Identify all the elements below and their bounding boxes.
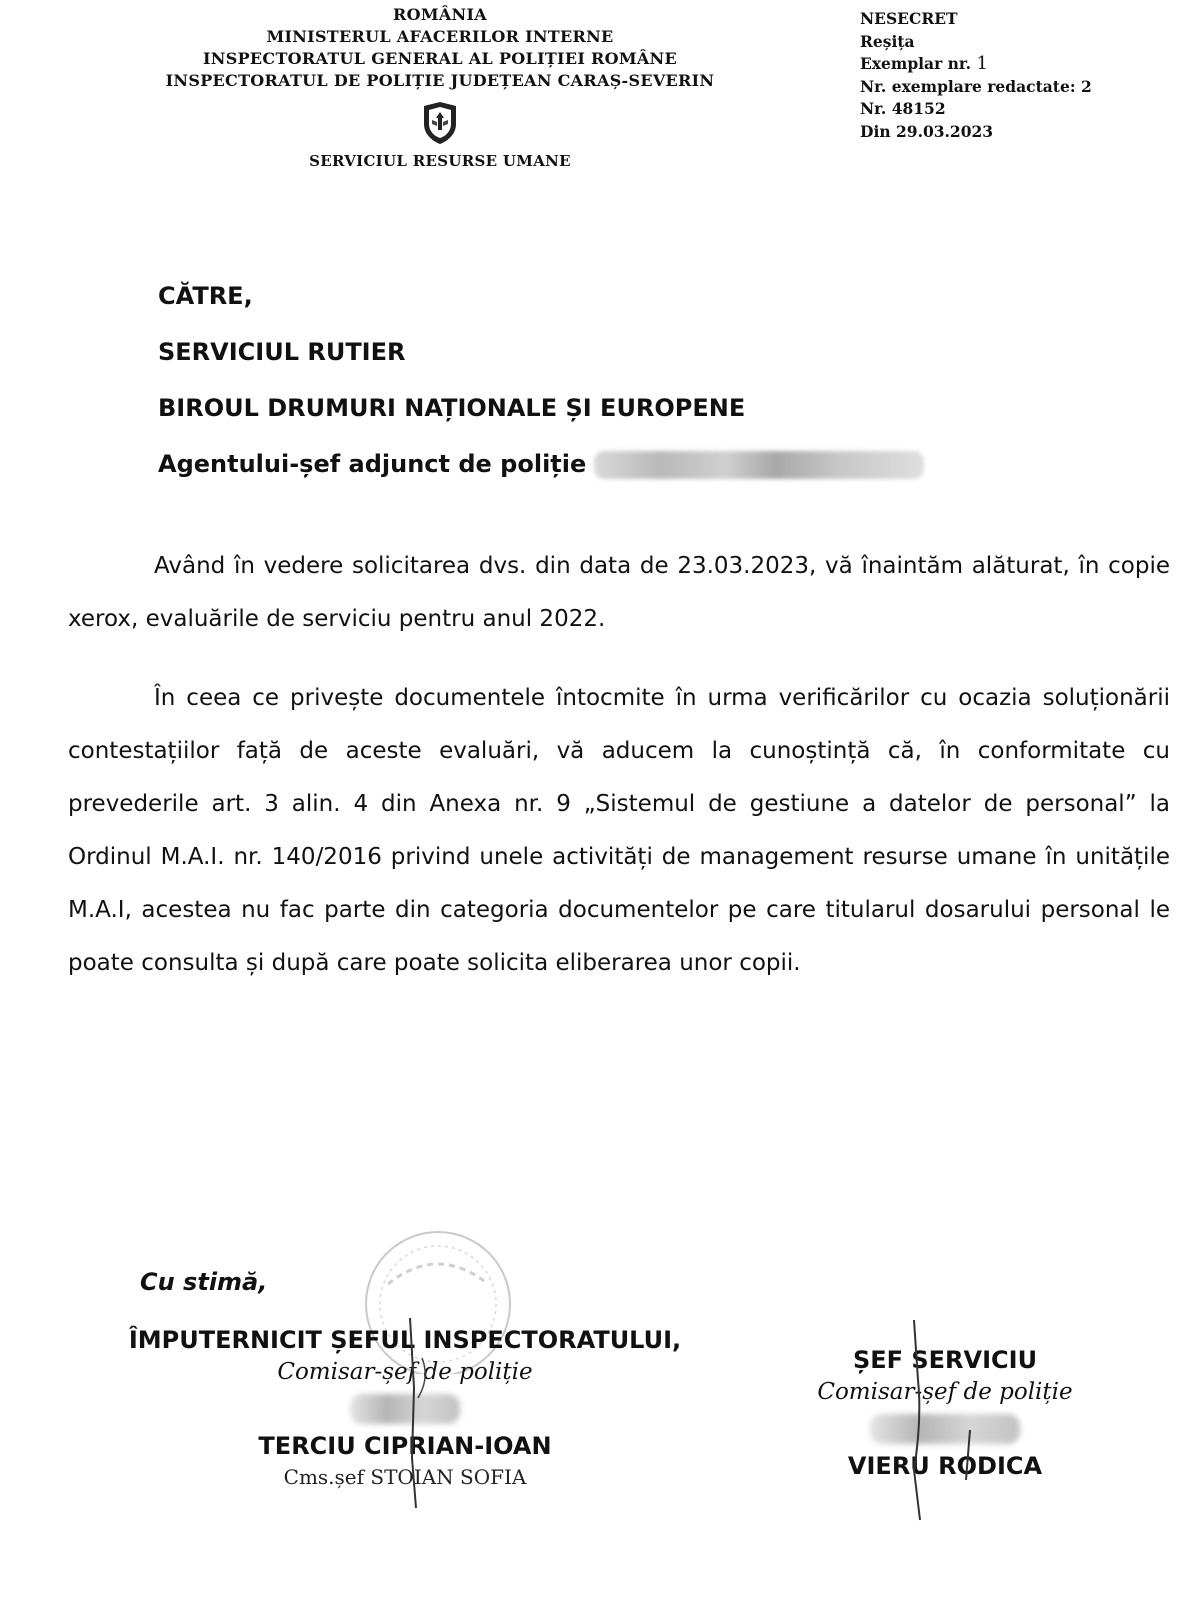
issuer-header — [140, 4, 740, 172]
handwritten-signature-left — [400, 1318, 460, 1518]
signed-for-note: Cms.șef STOIAN SOFIA — [283, 1465, 527, 1489]
recipient-person-label: Agentului-șef adjunct de poliție — [158, 450, 587, 478]
header-line-county-inspectorate: INSPECTORATUL DE POLIȚIE JUDEȚEAN CARAȘ-SEVERIN — [165, 71, 715, 90]
classification-level: NESECRET — [860, 9, 958, 28]
recipient-block — [158, 268, 1058, 492]
copies-drafted: Nr. exemplare redactate: 2 — [860, 76, 1092, 96]
registration-number: Nr. 48152 — [860, 99, 946, 118]
classification-block — [860, 8, 1190, 143]
redacted-name — [594, 451, 924, 479]
signatory-name-right: VIERU RODICA — [847, 1452, 1043, 1480]
coat-of-arms-icon — [420, 100, 460, 146]
signatory-title-right: ȘEF SERVICIU — [852, 1346, 1038, 1374]
copy-number-line — [860, 53, 1190, 76]
signatory-title-left: ÎMPUTERNICIT ȘEFUL INSPECTORATULUI, — [128, 1326, 682, 1354]
copy-number-label: Exemplar nr. — [860, 54, 972, 73]
recipient-to: CĂTRE, — [158, 282, 253, 310]
recipient-person — [158, 436, 1058, 492]
body-paragraph-1: Având în vedere solicitarea dvs. din data de 23.03.2023, vă înaintăm alăturat, în copie xerox, evaluările de serviciu pentru anul 2022. — [68, 553, 1170, 632]
signatory-rank-right: Comisar-șef de poliție — [817, 1379, 1073, 1405]
recipient-office: BIROUL DRUMURI NAȚIONALE ȘI EUROPENE — [158, 394, 746, 422]
copy-number-value: 1 — [976, 53, 988, 74]
recipient-service: SERVICIUL RUTIER — [158, 338, 406, 366]
salutation: Cu stimă, — [140, 1268, 268, 1296]
handwritten-signature-right — [900, 1320, 980, 1530]
signatory-rank-left: Comisar-șef de poliție — [277, 1359, 533, 1385]
header-line-ministry: MINISTERUL AFACERILOR INTERNE — [266, 27, 614, 46]
document-date: Din 29.03.2023 — [860, 121, 994, 141]
signatory-name-left: TERCIU CIPRIAN-IOAN — [258, 1432, 552, 1460]
body-paragraph-2: În ceea ce privește documentele întocmite în urma verificărilor cu ocazia soluționării contestațiilor față de aceste evaluări, vă aducem la cunoștință că, în conformitate cu prevederile art. 3 alin. 4 din Anexa nr. 9 „Sistemul de gestiune a datelor de personal” la Ordinul M.A.I. nr. 140/2016 privind unele activități de management resurse umane în unitățile M.A.I, acestea nu fac parte din categoria documentelor pe care titularul dosarului personal le poate consulta și după care poate solicita eliberarea unor copii. — [68, 685, 1170, 976]
header-line-country: ROMÂNIA — [393, 5, 487, 24]
department-name: SERVICIUL RESURSE UMANE — [309, 152, 571, 170]
header-line-general-inspectorate: INSPECTORATUL GENERAL AL POLIȚIEI ROMÂNE — [203, 49, 677, 68]
issue-city: Reșița — [860, 31, 915, 51]
